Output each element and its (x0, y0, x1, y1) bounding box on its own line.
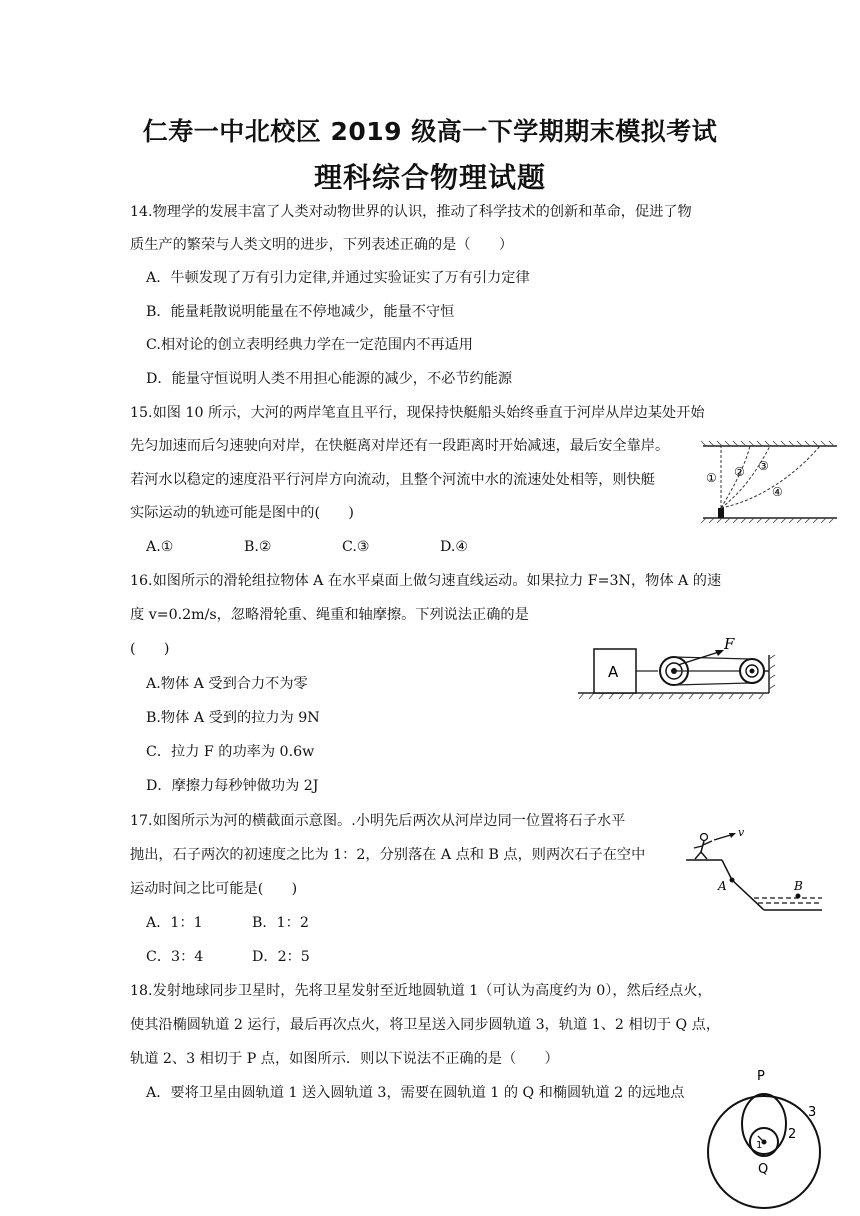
q16-option-a: A.物体 A 受到合力不为零 (146, 676, 308, 692)
q14-option-a: A．牛顿发现了万有引力定律,并通过实验证实了万有引力定律 (146, 270, 530, 286)
velocity-v-label: v (738, 826, 745, 839)
q15-option-d: D.④ (440, 539, 469, 555)
q15-option-c: C.③ (342, 539, 370, 555)
q15-stem-line-4: 实际运动的轨迹可能是图中的( ) (130, 505, 354, 521)
river-trajectory-figure (700, 440, 840, 525)
q14-option-c: C.相对论的创立表明经典力学在一定范围内不再适用 (146, 337, 473, 353)
traj-label-2: ② (734, 465, 745, 479)
orbit-2-label: 2 (788, 1127, 797, 1142)
q18-stem-line-3: 轨道 2、3 相切于 P 点，如图所示．则以下说法不正确的是（ ） (130, 1051, 559, 1067)
q17-option-d: D．2：5 (252, 949, 310, 965)
traj-label-1: ① (706, 471, 717, 485)
q16-option-b: B.物体 A 受到的拉力为 9N (146, 710, 320, 726)
q17-option-b: B．1：2 (252, 915, 309, 931)
q17-stem-line-3: 运动时间之比可能是( ) (130, 881, 298, 897)
traj-label-3: ③ (758, 459, 769, 473)
q15-option-a: A.① (146, 539, 174, 555)
q14-option-d: D．能量守恒说明人类不用担心能源的减少，不必节约能源 (146, 371, 513, 387)
q15-stem-line-3: 若河水以稳定的速度沿平行河岸方向流动，且整个河流中水的流速处处相等，则快艇 (130, 472, 655, 488)
q14-stem-line-1: 14.物理学的发展丰富了人类对动物世界的认识，推动了科学技术的创新和革命，促进了物 (130, 204, 692, 220)
q15-stem-line-1: 15.如图 10 所示，大河的两岸笔直且平行，现保持快艇船头始终垂直于河岸从岸边某处开始 (130, 405, 705, 421)
q16-option-d: D．摩擦力每秒钟做功为 2J (146, 778, 319, 794)
exam-subtitle: 理科综合物理试题 (313, 161, 546, 194)
satellite-orbit-figure (700, 1066, 825, 1212)
orbit-1-label: 1 (756, 1140, 763, 1151)
q16-option-c: C．拉力 F 的功率为 0.6w (146, 744, 315, 760)
q16-stem-line-2: 度 v=0.2m/s，忽略滑轮重、绳重和轴摩擦。下列说法正确的是 (130, 607, 529, 623)
pulley-figure (574, 635, 784, 707)
q15-option-b: B.② (244, 539, 272, 555)
q17-stem-line-1: 17.如图所示为河的横截面示意图。.小明先后两次从河岸边同一位置将石子水平 (130, 813, 626, 829)
block-a-label: A (608, 663, 619, 681)
point-b-label: B (794, 879, 803, 893)
q14-stem-line-2: 质生产的繁荣与人类文明的进步，下列表述正确的是（ ） (130, 237, 514, 253)
traj-label-4: ④ (772, 485, 783, 499)
q17-option-a: A．1：1 (146, 915, 203, 931)
force-f-label: F (724, 635, 735, 653)
exam-title: 仁寿一中北校区 2019 级高一下学期期末模拟考试 (142, 117, 718, 146)
orbit-3-label: 3 (808, 1105, 817, 1120)
q15-stem-line-2: 先匀加速而后匀速驶向对岸，在快艇离对岸还有一段距离时开始减速，最后安全靠岸。 (130, 438, 670, 454)
q17-stem-line-2: 抛出，石子两次的初速度之比为 1：2，分别落在 A 点和 B 点，则两次石子在空中 (130, 847, 646, 863)
q16-stem-line-3: ( ) (130, 641, 170, 657)
q14-option-b: B．能量耗散说明能量在不停地减少，能量不守恒 (146, 304, 455, 320)
point-q-label: Q (758, 1162, 769, 1177)
q17-option-c: C．3：4 (146, 949, 204, 965)
point-a-label: A (718, 879, 727, 893)
river-cross-section-figure (684, 826, 824, 916)
point-p-label: P (757, 1069, 765, 1084)
q18-stem-line-1: 18.发射地球同步卫星时，先将卫星发射至近地圆轨道 1（可认为高度约为 0），然后经点火， (130, 983, 712, 999)
q18-option-a: A．要将卫星由圆轨道 1 送入圆轨道 3，需要在圆轨道 1 的 Q 和椭圆轨道 2 的远地点 (146, 1085, 685, 1101)
q16-stem-line-1: 16.如图所示的滑轮组拉物体 A 在水平桌面上做匀速直线运动。如果拉力 F=3N，物体 A 的速 (130, 573, 722, 589)
q18-stem-line-2: 使其沿椭圆轨道 2 运行，最后再次点火，将卫星送入同步圆轨道 3，轨道 1、2 相切于 Q 点， (130, 1017, 721, 1033)
